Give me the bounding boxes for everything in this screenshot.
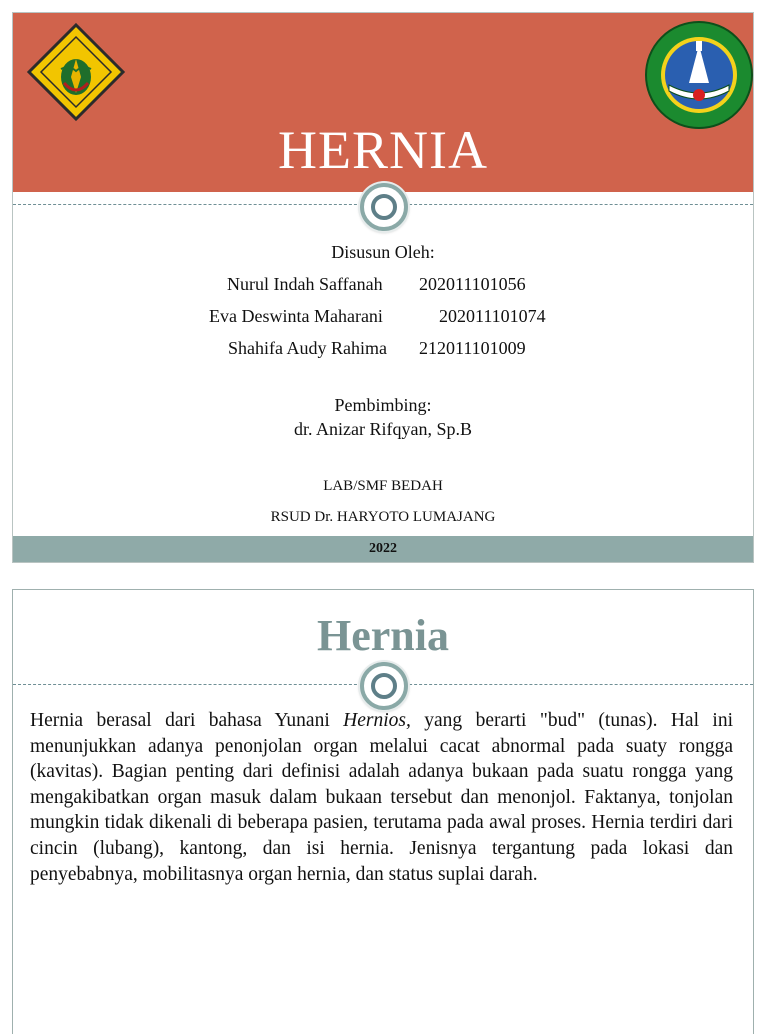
circle-ornament-icon (360, 662, 408, 710)
year-label: 2022 (369, 541, 397, 556)
title-slide (12, 12, 754, 563)
paragraph-italic-term: Hernios, (343, 710, 411, 731)
supervisor-label: Pembimbing: (334, 395, 432, 415)
department-label: LAB/SMF BEDAH (323, 478, 443, 494)
circle-ornament-icon (360, 183, 408, 231)
author-row (13, 337, 753, 359)
author-row (13, 273, 753, 295)
hospital-label: RSUD Dr. HARYOTO LUMAJANG (270, 509, 496, 525)
supervisor-name: dr. Anizar Rifqyan, Sp.B (294, 419, 472, 439)
author-id: 202011101074 (439, 306, 546, 326)
footer-band (13, 536, 753, 562)
author-row (13, 305, 753, 327)
author-name: Nurul Indah Saffanah (227, 274, 383, 294)
content-slide (12, 589, 754, 1034)
compiled-by-label: Disusun Oleh: (331, 242, 435, 262)
author-name: Eva Deswinta Maharani (209, 306, 383, 326)
paragraph-text: yang berarti "bud" (tunas). Hal ini menunjukkan adanya penonjolan organ melalui cacat abnormal pada suaty rongga (kavitas). Bagian penting dari definisi adalah adanya bukaan pada suatu rongga yang mengakibatkan organ masuk dalam bukaan tersebut dan menonjol. Faktanya, tonjolan mungkin tidak dikenali di beberapa pasien, terutama pada awal proses. Hernia terdiri dari cincin (lubang), kantong, dan isi hernia. Jenisnya tergantung pada lokasi dan penyebabnya, mobilitasnya organ hernia, dan status suplai darah. (30, 710, 733, 885)
slide-title: HERNIA (278, 120, 488, 180)
author-id: 202011101056 (419, 274, 526, 294)
paragraph-text: Hernia berasal dari bahasa Yunani (30, 710, 344, 731)
author-id: 212011101009 (419, 338, 526, 358)
author-name: Shahifa Audy Rahima (228, 338, 387, 358)
slide-title: Hernia (317, 611, 449, 660)
definition-paragraph (30, 708, 733, 887)
